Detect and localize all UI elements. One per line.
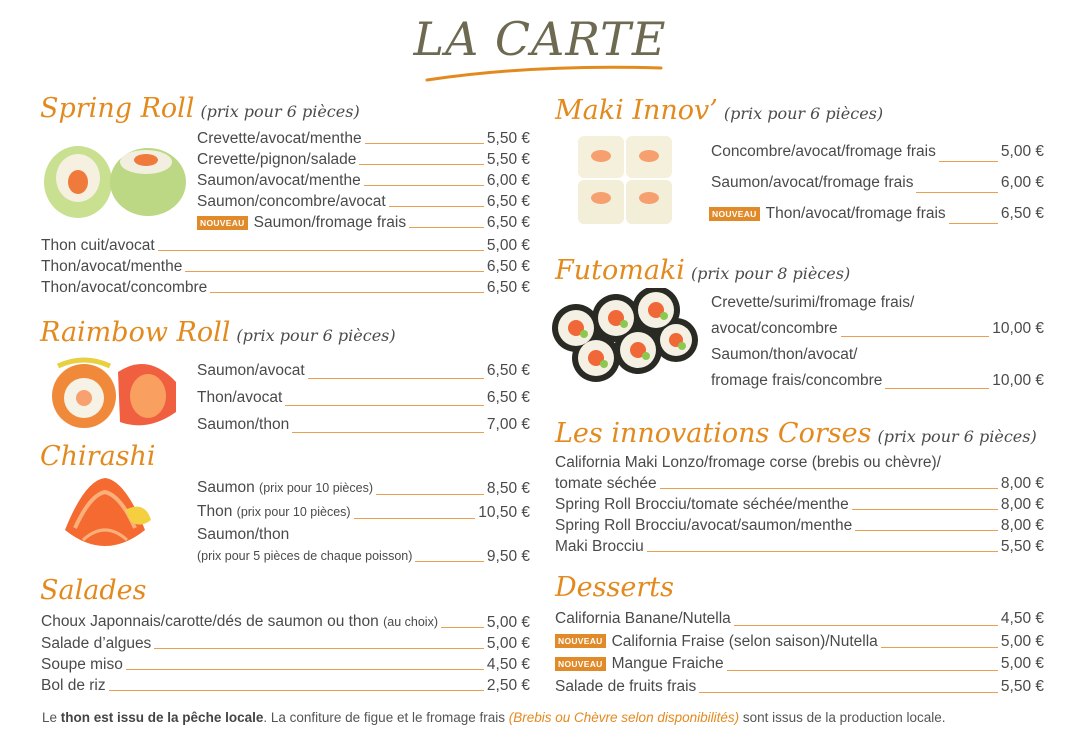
rainbow-roll-image bbox=[48, 352, 184, 432]
menu-item: Saumon/avocat 6,50 € bbox=[197, 362, 530, 379]
menu-item: Salade de fruits frais 5,50 € bbox=[555, 677, 1044, 695]
spring-roll-image bbox=[40, 138, 190, 222]
menu-item: tomate séchée 8,00 € bbox=[555, 475, 1044, 492]
chirashi-list bbox=[197, 476, 530, 567]
new-badge: NOUVEAU bbox=[197, 216, 248, 230]
new-badge: NOUVEAU bbox=[555, 657, 606, 671]
page-title: LA CARTE bbox=[413, 12, 667, 66]
rainbow-roll-section bbox=[40, 318, 396, 351]
menu-item: fromage frais/concombre 10,00 € bbox=[711, 372, 1044, 389]
salades-section bbox=[40, 576, 146, 606]
menu-item: Choux Japonnais/carotte/dés de saumon ou thon (au choix) 5,00 € bbox=[41, 613, 530, 631]
menu-item: Maki Brocciu 5,50 € bbox=[555, 538, 1044, 555]
spring-roll-list-a bbox=[197, 128, 530, 233]
maki-innov-title: Maki Innov’ (prix pour 6 pièces) bbox=[555, 95, 884, 126]
menu-item: Spring Roll Brocciu/avocat/saumon/menthe 8,00 € bbox=[555, 517, 1044, 534]
menu-item: Salade d’algues 5,00 € bbox=[41, 635, 530, 652]
salades-title: Salades bbox=[40, 575, 147, 606]
spring-roll-list-b bbox=[41, 235, 530, 298]
menu-item: Saumon/thon 7,00 € bbox=[197, 416, 530, 433]
new-badge: NOUVEAU bbox=[555, 634, 606, 648]
spring-roll-section bbox=[40, 94, 360, 127]
maki-innov-list bbox=[711, 136, 1044, 229]
menu-item: California Banane/Nutella 4,50 € bbox=[555, 610, 1044, 627]
menu-item: Spring Roll Brocciu/tomate séchée/menthe 8,00 € bbox=[555, 496, 1044, 513]
menu-item: NOUVEAU California Fraise (selon saison)/Nutella 5,00 € bbox=[555, 631, 1044, 654]
chirashi-image bbox=[55, 470, 155, 566]
menu-item: Thon/avocat 6,50 € bbox=[197, 389, 530, 406]
menu-item: avocat/concombre 10,00 € bbox=[711, 320, 1044, 337]
rainbow-roll-list bbox=[197, 357, 530, 438]
menu-item: Concombre/avocat/fromage frais 5,00 € bbox=[711, 143, 1044, 160]
menu-item: Thon/avocat/menthe 6,50 € bbox=[41, 258, 530, 275]
corses-section bbox=[555, 419, 1037, 452]
menu-item: Crevette/avocat/menthe 5,50 € bbox=[197, 130, 530, 147]
desserts-title: Desserts bbox=[555, 572, 674, 603]
menu-item: Bol de riz 2,50 € bbox=[41, 677, 530, 694]
menu-item: Saumon (prix pour 10 pièces) 8,50 € bbox=[197, 479, 530, 497]
footer-note: Le thon est issu de la pêche locale. La confiture de figue et le fromage frais (Brebis ou Chèvre selon disponibilités) sont issus de la production locale. bbox=[42, 710, 946, 725]
menu-item: Saumon/avocat/fromage frais 6,00 € bbox=[711, 174, 1044, 191]
menu-item-label: Crevette/surimi/fromage frais/ bbox=[711, 294, 915, 311]
menu-item: Saumon/avocat/menthe 6,00 € bbox=[197, 172, 530, 189]
title-swoosh bbox=[425, 62, 665, 84]
new-badge: NOUVEAU bbox=[709, 207, 760, 221]
menu-item-label: Saumon/thon/avocat/ bbox=[711, 346, 858, 363]
corses-title: Les innovations Corses (prix pour 6 pièces) bbox=[555, 418, 1037, 449]
menu-item: NOUVEAU Saumon/fromage frais 6,50 € bbox=[197, 212, 530, 233]
spring-roll-title: Spring Roll (prix pour 6 pièces) bbox=[40, 93, 360, 124]
desserts-list bbox=[555, 608, 1044, 698]
maki-innov-image bbox=[574, 132, 678, 228]
menu-item: NOUVEAU Mangue Fraiche 5,00 € bbox=[555, 653, 1044, 676]
chirashi-section bbox=[40, 442, 156, 472]
futomaki-title: Futomaki (prix pour 8 pièces) bbox=[555, 255, 851, 286]
chirashi-title: Chirashi bbox=[40, 441, 156, 472]
menu-item-label: California Maki Lonzo/fromage corse (brebis ou chèvre)/ bbox=[555, 454, 941, 471]
corses-list bbox=[555, 452, 1044, 557]
salades-list bbox=[41, 611, 530, 696]
maki-innov-section bbox=[555, 96, 883, 129]
menu-item: NOUVEAU Thon/avocat/fromage frais 6,50 € bbox=[709, 198, 1044, 229]
menu-item: Crevette/pignon/salade 5,50 € bbox=[197, 151, 530, 168]
rainbow-roll-title: Raimbow Roll (prix pour 6 pièces) bbox=[40, 317, 396, 348]
menu-item: (prix pour 5 pièces de chaque poisson) 9,50 € bbox=[197, 548, 530, 565]
menu-item: Thon (prix pour 10 pièces) 10,50 € bbox=[197, 503, 530, 521]
menu-item: Saumon/concombre/avocat 6,50 € bbox=[197, 193, 530, 210]
menu-item: Thon cuit/avocat 5,00 € bbox=[41, 237, 530, 254]
menu-item: Thon/avocat/concombre 6,50 € bbox=[41, 279, 530, 296]
desserts-section bbox=[555, 573, 674, 603]
menu-item-label: Saumon/thon bbox=[197, 526, 290, 543]
menu-item: Soupe miso 4,50 € bbox=[41, 656, 530, 673]
futomaki-image bbox=[546, 288, 700, 392]
futomaki-section bbox=[555, 256, 850, 289]
futomaki-list bbox=[711, 290, 1044, 394]
